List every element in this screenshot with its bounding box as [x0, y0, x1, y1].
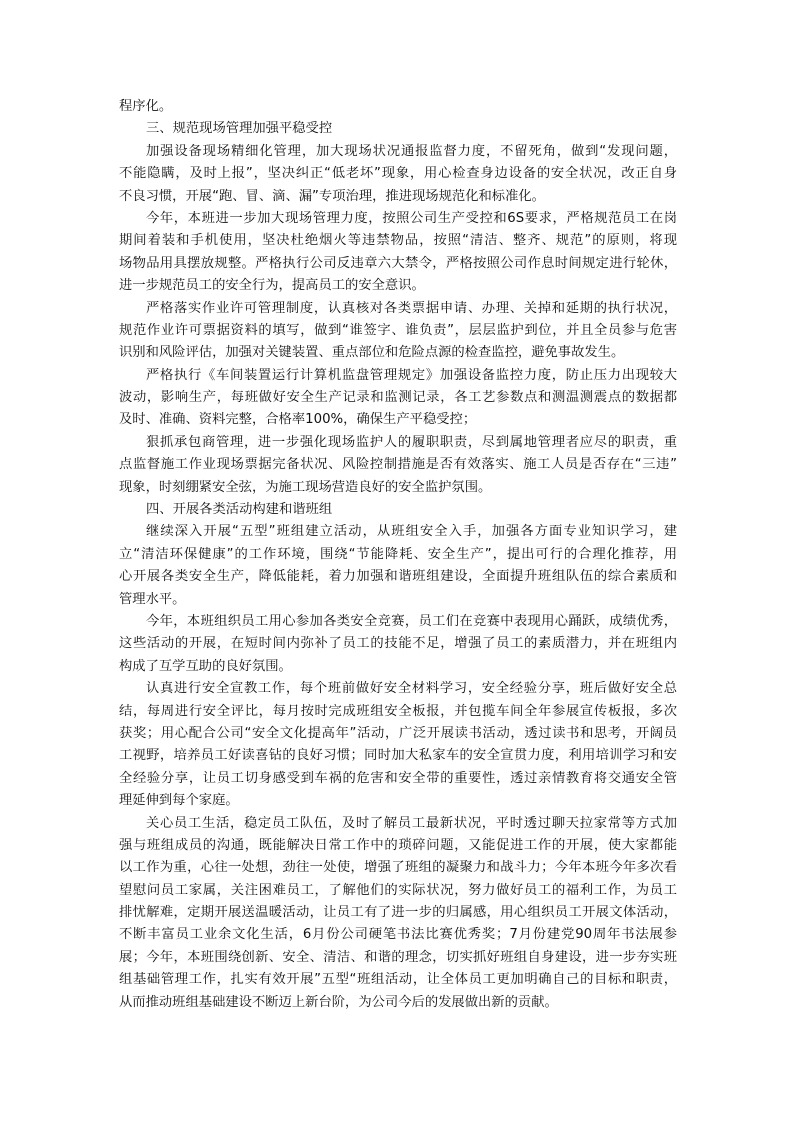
text-line: 结，每周进行安全评比，每月按时完成班组安全板报，并包揽车间全年参展宣传板报，多次	[119, 703, 677, 719]
text-line: 工视野，培养员工好读喜钻的良好习惯；同时加大私家车的安全宣贯力度，利用培训学习和安	[119, 748, 677, 764]
text-line: 现象，时刻绷紧安全弦，为施工现场营造良好的安全监护氛围。	[119, 479, 492, 495]
text-line: 严格落实作业许可管理制度，认真核对各类票据申请、办理、关掉和延期的执行状况，	[146, 300, 677, 316]
text-line: 强与班组成员的沟通，既能解决日常工作中的琐碎问题，又能促进工作的开展，使大家都能	[119, 837, 677, 853]
text-line: 关心员工生活，稳定员工队伍，及时了解员工最新状况，平时透过聊天拉家常等方式加	[146, 815, 677, 831]
text-line: 构成了互学互助的良好氛围。	[119, 658, 292, 674]
text-line: 望慰问员工家属，关注困难员工，了解他们的实际状况，努力做好员工的福利工作，为员工	[119, 882, 677, 898]
text-line: 全经验分享，让员工切身感受到车祸的危害和安全带的重要性，透过亲情教育将交通安全管	[119, 770, 677, 786]
text-line: 获奖；用心配合公司“安全文化提高年”活动，广泛开展读书活动，透过读书和思考，开阔员	[119, 725, 677, 741]
text-line: 今年，本班进一步加大现场管理力度，按照公司生产受控和6S要求，严格规范员工在岗	[146, 210, 677, 226]
text-line: 心开展各类安全生产，降低能耗，着力加强和谐班组建设，全面提升班组队伍的综合素质和	[119, 569, 677, 585]
text-line: 不能隐瞒，及时上报”，坚决纠正“低老坏”现象，用心检查身边设备的安全状况，改正自身	[119, 166, 677, 182]
text-line: 程序化。	[119, 99, 173, 114]
text-line: 三、规范现场管理加强平稳受控	[146, 121, 333, 137]
text-line: 四、开展各类活动构建和谐班组	[146, 502, 333, 518]
text-line: 继续深入开展“五型”班组建立活动，从班组安全入手，加强各方面专业知识学习，建	[146, 524, 677, 540]
text-line: 规范作业许可票据资料的填写，做到“谁签字、谁负责”，层层监护到位，并且全员参与危害	[119, 322, 677, 338]
text-line: 管理水平。	[119, 591, 186, 607]
text-line: 波动，影响生产，每班做好安全生产记录和监测记录，各工艺参数点和测温测震点的数据都	[119, 390, 677, 406]
text-line: 及时、准确、资料完整，合格率100%，确保生产平稳受控；	[119, 412, 477, 428]
text-line: 立“清洁环保健康”的工作环境，围绕“节能降耗、安全生产”，提出可行的合理化推荐，用	[119, 546, 677, 562]
text-line: 认真进行安全宣教工作，每个班前做好安全材料学习，安全经验分享，班后做好安全总	[146, 681, 677, 697]
text-line: 严格执行《车间装置运行计算机监盘管理规定》加强设备监控力度，防止压力出现较大	[146, 367, 677, 383]
text-line: 场物品用具摆放规整。严格执行公司反违章六大禁令，严格按照公司作息时间规定进行轮休，	[119, 255, 677, 271]
text-line: 点监督施工作业现场票据完备状况、风险控制措施是否有效落实、施工人员是否存在“三违”	[119, 457, 677, 473]
text-line: 加强设备现场精细化管理，加大现场状况通报监督力度，不留死角，做到“发现问题，	[146, 143, 677, 159]
text-line: 理延伸到每个家庭。	[119, 793, 239, 809]
text-line: 排忧解难，定期开展送温暖活动，让员工有了进一步的归属感，用心组织员工开展文体活动，	[119, 905, 677, 921]
text-line: 今年，本班组织员工用心参加各类安全竞赛，员工们在竞赛中表现用心踊跃，成绩优秀，	[146, 613, 677, 629]
document-body	[119, 96, 677, 1014]
text-line: 这些活动的开展，在短时间内弥补了员工的技能不足，增强了员工的素质潜力，并在班组内	[119, 636, 677, 652]
text-line: 进一步规范员工的安全行为，提高员工的安全意识。	[119, 278, 425, 294]
text-line: 组基础管理工作，扎实有效开展”五型“班组活动，让全体员工更加明确自己的目标和职责，	[119, 972, 677, 988]
text-line: 不良习惯，开展“跑、冒、滴、漏”专项治理，推进现场规范化和标准化。	[119, 188, 545, 204]
text-line: 狠抓承包商管理，进一步强化现场监护人的履职职责，尽到属地管理者应尽的职责，重	[146, 434, 677, 450]
text-line: 期间着装和手机使用，坚决杜绝烟火等违禁物品，按照“清洁、整齐、规范”的原则，将现	[119, 233, 677, 249]
text-line: 从而推动班组基础建设不断迈上新台阶，为公司今后的发展做出新的贡献。	[119, 994, 558, 1010]
text-line: 以工作为重，心往一处想，劲往一处使，增强了班组的凝聚力和战斗力；今年本班今年多次看	[119, 860, 677, 876]
text-line: 识别和风险评估，加强对关键装置、重点部位和危险点源的检查监控，避免事故发生。	[119, 345, 625, 361]
text-line: 不断丰富员工业余文化生活，6月份公司硬笔书法比赛优秀奖；7月份建党90周年书法展参	[119, 927, 677, 943]
text-line: 展；今年，本班围绕创新、安全、清洁、和谐的理念，切实抓好班组自身建设，进一步夯实班	[119, 949, 677, 965]
